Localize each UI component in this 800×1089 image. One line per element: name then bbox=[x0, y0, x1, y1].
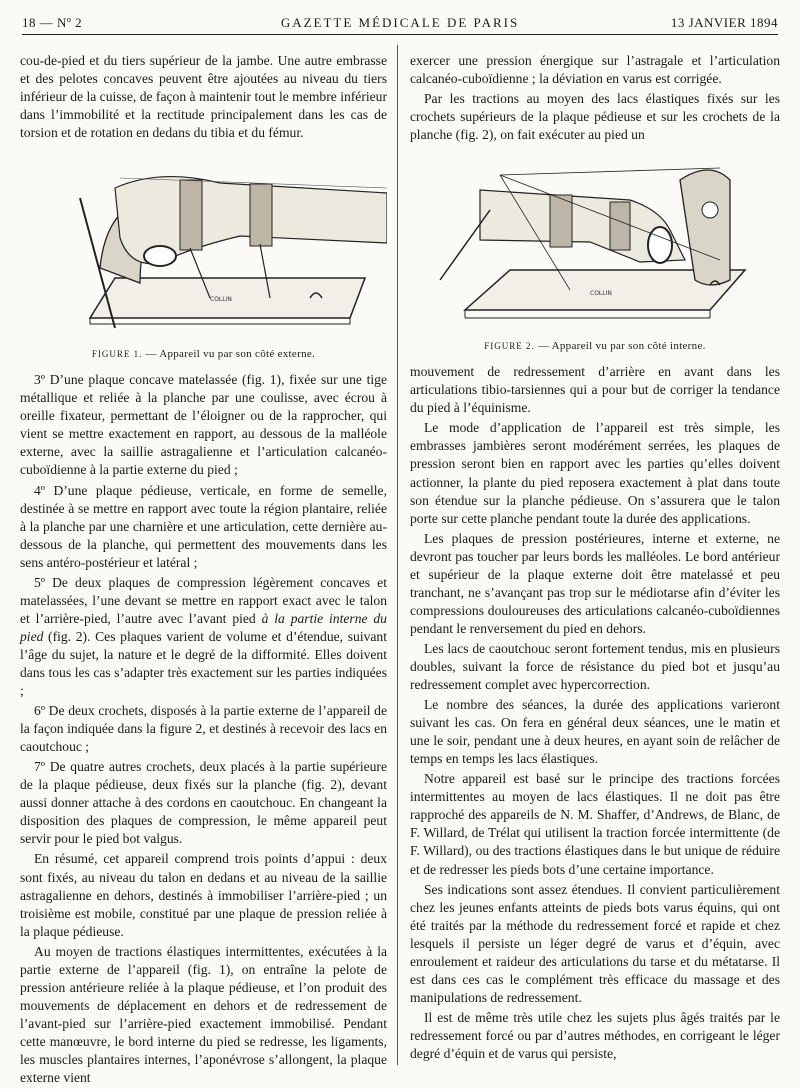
text-span: (fig. 2). Ces plaques varient de volume et d’étendue, suivant l’âge du sujet, la nature et le degré de la difformité. Elles doivent dans tous les cas s’adapter très exactement sur les parties indiquées ; bbox=[20, 628, 387, 699]
caption-text: — Appareil vu par son côté interne. bbox=[534, 340, 706, 353]
paragraph: Il est de même très utile chez les sujets plus âgés traités par le redressement forcé ou par d’autres méthodes, en corrigeant le léger degré d’équin et de varus qui persiste, bbox=[410, 1009, 780, 1061]
paragraph: Ses indications sont assez étendues. Il convient particulièrement chez les jeunes enfants atteints de pieds bots varus équins, qui ont été traités par la méthode du redressement forcé et rapide et chez lesquels il persiste un léger degré de varus et d’équin, avec enroulement et raideur des articulations du tarse et du métatarse. Il est dans ces cas le complément très efficace du massage et des manipulations de redressement. bbox=[410, 881, 780, 1005]
paragraph: exercer une pression énergique sur l’astragale et l’articulation calcanéo-cuboïdienne ; la déviation en varus est corrigée. bbox=[410, 53, 780, 87]
column-divider bbox=[397, 45, 398, 1065]
paragraph: Notre appareil est basé sur le principe des tractions forcées intermittentes au moyen de lacs élastiques. Il ne doit pas être rapproché des appareils de N. M. Shaffer, d’Andrews, de Blanc, de F. Willard, de Trélat qui utilisent la traction forcée intermittente (de F. Willard), ou des tractions élastiques dans le but unique de réduire et de redresser les pieds bots d’une certaine importance. bbox=[410, 771, 780, 877]
figure-1 bbox=[20, 148, 387, 363]
figure-label: FIGURE 2. bbox=[484, 341, 535, 352]
page-header bbox=[22, 8, 778, 35]
paragraph bbox=[20, 574, 387, 700]
paragraph: 3º D’une plaque concave matelassée (fig. 1), fixée sur une tige métallique et reliée à la planche par une coulisse, avec écrou à oreille fixateur, permettant de l’éloigner ou de la rapprocher, qui vient se mettre exactement en rapport, au dessous de la malléole externe, avec la saillie astragalienne et l’articulation calcanéo-cuboïdienne à la partie externe du pied ; bbox=[20, 372, 387, 478]
left-column bbox=[20, 52, 387, 1089]
paragraph: Le nombre des séances, la durée des applications varieront suivant les cas. On fera en général deux séances, une le matin et une le soir, pendant une à deux heures, en ayant soin de relâcher de temps en temps les lacs élastiques. bbox=[410, 697, 780, 767]
right-column bbox=[410, 52, 780, 1065]
paragraph: 6º De deux crochets, disposés à la partie externe de l’appareil de la façon indiquée dans la figure 2, et destinés à recevoir des lacs en caoutchouc ; bbox=[20, 703, 387, 755]
emphasis: à la partie interne du pied bbox=[20, 610, 387, 644]
page-number: 18 — Nº 2 bbox=[22, 15, 83, 30]
figure-2-illustration bbox=[410, 150, 780, 338]
paragraph: Au moyen de tractions élastiques intermittentes, exécutées à la partie externe de l’appareil (fig. 1), on entraîne la pelote de pression antérieure reliée à la plaque pédieuse, et l’on produit des mouvements de déplacement en dehors et de redressement de l’avant-pied sur l’arrière-pied exactement immobilisé. Pendant cette manœuvre, le bord interne du pied se redresse, les ligaments, les muscles plantaires internes, l’aponévrose s’allongent, la plaque externe vient bbox=[20, 943, 387, 1086]
paragraph: Les lacs de caoutchouc seront fortement tendus, mis en plusieurs doubles, suivant la force de résistance du pied bot et jusqu’au redressement complet avec hypercorrection. bbox=[410, 640, 780, 693]
paragraph: 7º De quatre autres crochets, deux placés à la partie supérieure de la plaque pédieuse, deux fixés sur la planche (fig. 2), devant aussi donner attache à des cordons en caoutchouc. En changeant la disposition des plaques de compression, le même appareil peut servir pour le pied bot valgus. bbox=[20, 759, 387, 847]
paragraph: 4º D’une plaque pédieuse, verticale, en forme de semelle, destinée à se mettre en rapport avec toute la région plantaire, reliée à la planche par une charnière et une articulation, cette dernière au-dessous de la planche, qui permettent des mouvements dans les sens antéro-postérieur et latéral ; bbox=[20, 482, 387, 570]
paragraph: Le mode d’application de l’appareil est très simple, les embrasses jambières seront modérément serrées, les plaques de pression seront bien en rapport avec les parties qu’elles doivent actionner, la plante du pied reposera exactement à plat dans toute son étendue sur la planche pédieuse. On s’assurera que le talon porte sur cette planche pendant toute la durée des applications. bbox=[410, 420, 780, 526]
engraver-signature: COLLIN bbox=[590, 290, 612, 298]
figure-2 bbox=[410, 150, 780, 355]
text-span: 5º De deux plaques de compression légèrement concaves et matelassées, l’une devant se mettre en rapport exact avec le talon et l’arrière-pied, l’autre avec l’avant pied bbox=[20, 574, 387, 626]
figure-1-illustration bbox=[20, 148, 387, 343]
figure-1-caption bbox=[20, 345, 387, 363]
engraver-signature: COLLIN bbox=[210, 296, 232, 304]
paragraph: mouvement de redressement d’arrière en avant dans les articulations tibio-tarsiennes qui a pour but de corriger la tendance du pied à l’équinisme. bbox=[410, 364, 780, 416]
caption-text: — Appareil vu par son côté externe. bbox=[142, 348, 316, 361]
paragraph: En résumé, cet appareil comprend trois points d’appui : deux sont fixés, au niveau du talon en dedans et au niveau de la saillie astragalienne en dehors, destinés à immobiliser l’arrière-pied ; un troisième est mobile, constitué par une plaque de pression reliée à la plaque pédieuse. bbox=[20, 851, 387, 939]
journal-title: GAZETTE MÉDICALE DE PARIS bbox=[280, 15, 520, 30]
issue-date: 13 JANVIER 1894 bbox=[670, 15, 778, 30]
paragraph: cou-de-pied et du tiers supérieur de la jambe. Une autre embrasse et des pelotes concaves peuvent être ajoutées au niveau du tiers inférieur de la cuisse, de façon à maintenir tout le membre inférieur dans l’immobilité et la rectitude principalement dans les cas de torsion et de rotation en dedans du tibia et du fémur. bbox=[20, 53, 387, 141]
figure-label: FIGURE 1. bbox=[91, 349, 143, 360]
paragraph: Les plaques de pression postérieures, interne et externe, ne devront pas toucher par leurs bords les malléoles. Le bord antérieur et supérieur de la plaque externe doit être matelassé et peu tranchant, ne s’avançant pas trop sur le médiotarse afin d’éviter les compressions douloureuses des articulations calcanéo-cuboïdiennes pendant le renversement du pied en dehors. bbox=[410, 530, 780, 636]
figure-2-caption bbox=[410, 337, 780, 355]
paragraph: Par les tractions au moyen des lacs élastiques fixés sur les crochets supérieurs de la plaque pédieuse et sur les crochets de la planche (fig. 2), on fait exécuter au pied un bbox=[410, 91, 780, 143]
